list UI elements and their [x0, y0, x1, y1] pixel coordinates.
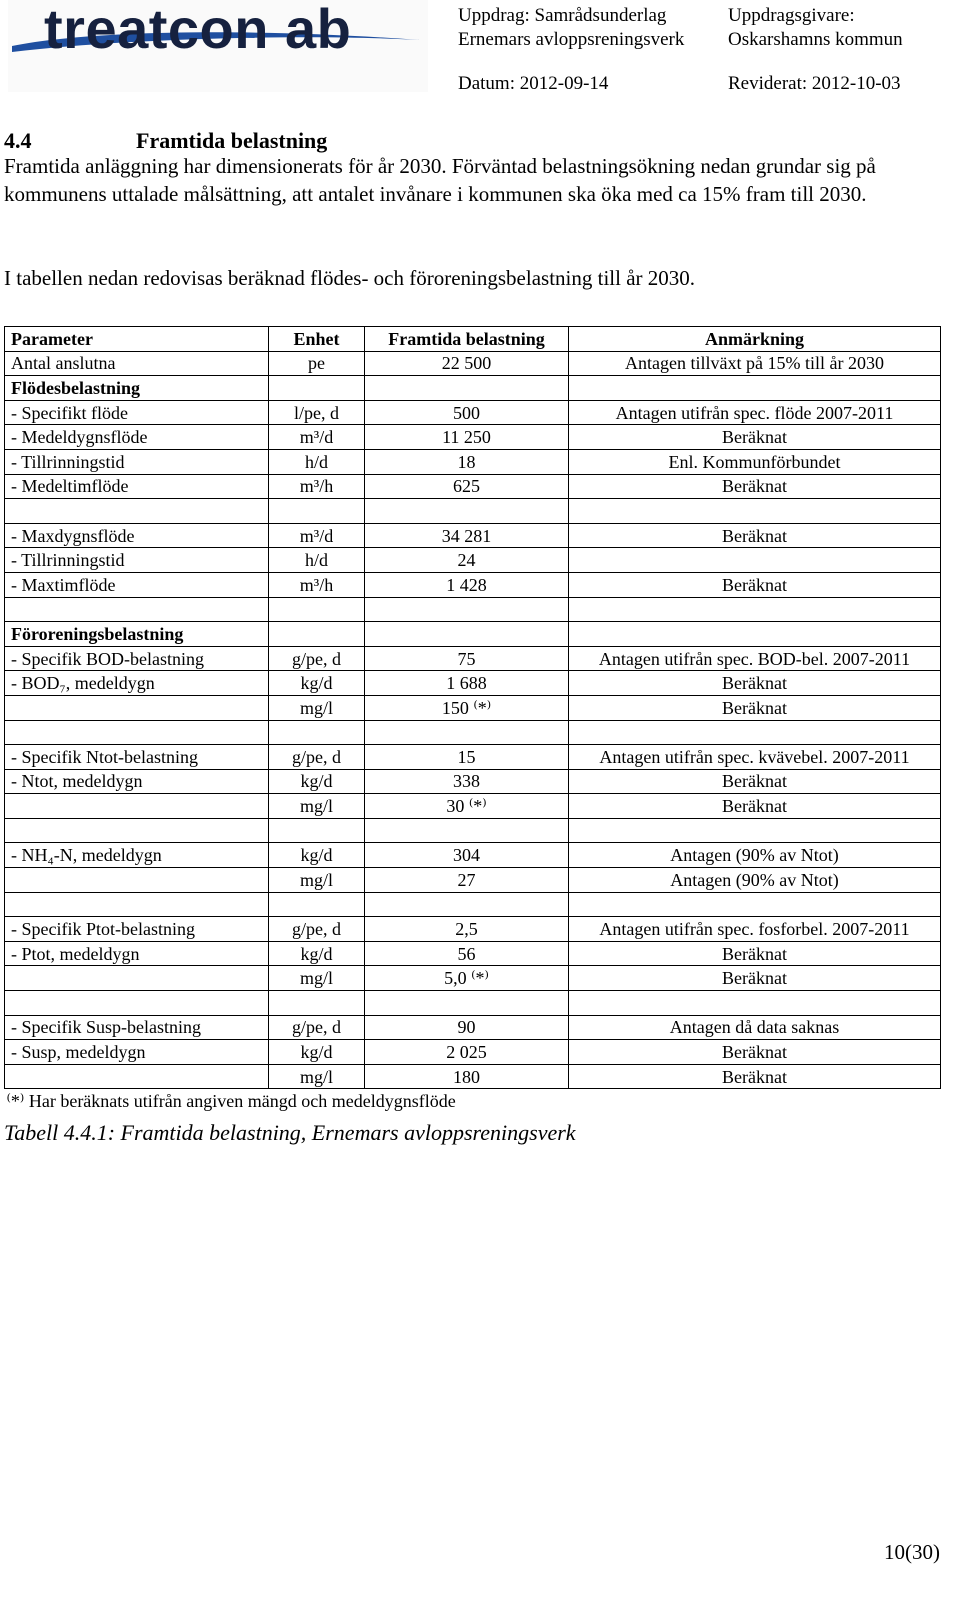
table-footnote-row: [5, 1089, 941, 1113]
cell-value: 34 281: [365, 523, 569, 548]
table-row: [5, 843, 941, 868]
section-number: 4.4: [4, 128, 32, 153]
cell-parameter: - Specifikt flöde: [5, 400, 269, 425]
cell-value: 56: [365, 941, 569, 966]
cell-value: [365, 892, 569, 917]
cell-remark: [569, 499, 941, 524]
cell-value: 1 428: [365, 572, 569, 597]
cell-unit: [269, 376, 365, 401]
cell-parameter: - Maxdygnsflöde: [5, 523, 269, 548]
cell-parameter: [5, 991, 269, 1016]
table-row: [5, 917, 941, 942]
table-row: [5, 523, 941, 548]
cell-parameter: [5, 868, 269, 893]
cell-value: 5,0 ⁽*⁾: [365, 966, 569, 991]
header-reviderat: Reviderat: 2012-10-03: [728, 73, 901, 94]
table-row: [5, 966, 941, 991]
cell-unit: m³/h: [269, 474, 365, 499]
cell-parameter: - Specifik Susp-belastning: [5, 1015, 269, 1040]
cell-unit: mg/l: [269, 695, 365, 720]
section-title: Framtida belastning: [136, 128, 328, 153]
cell-remark: Antagen då data saknas: [569, 1015, 941, 1040]
cell-value: [365, 597, 569, 622]
cell-parameter: - Tillrinningstid: [5, 449, 269, 474]
cell-remark: Beräknat: [569, 474, 941, 499]
header-uppdrag-label: Uppdrag: Samrådsunderlag: [458, 5, 667, 26]
header-datum: Datum: 2012-09-14: [458, 73, 609, 94]
cell-remark: Beräknat: [569, 523, 941, 548]
header-uppdrag: [458, 4, 684, 52]
cell-remark: Antagen utifrån spec. flöde 2007-2011: [569, 400, 941, 425]
cell-unit: kg/d: [269, 1040, 365, 1065]
cell-remark: Antagen tillväxt på 15% till år 2030: [569, 351, 941, 376]
table-row: [5, 1040, 941, 1065]
cell-remark: Antagen utifrån spec. BOD-bel. 2007-2011: [569, 646, 941, 671]
table-row: [5, 425, 941, 450]
cell-value: [365, 720, 569, 745]
cell-remark: Beräknat: [569, 671, 941, 696]
cell-unit: m³/d: [269, 425, 365, 450]
cell-remark: [569, 622, 941, 647]
cell-unit: mg/l: [269, 794, 365, 819]
cell-parameter: - Medeltimflöde: [5, 474, 269, 499]
cell-unit: [269, 720, 365, 745]
cell-value: 90: [365, 1015, 569, 1040]
table-row: [5, 548, 941, 573]
cell-remark: [569, 818, 941, 843]
cell-value: [365, 376, 569, 401]
cell-remark: Antagen utifrån spec. fosforbel. 2007-2011: [569, 917, 941, 942]
page-number: 10(30): [884, 1540, 940, 1564]
cell-unit: pe: [269, 351, 365, 376]
header-uppdragsgivare: [728, 4, 903, 52]
cell-value: 1 688: [365, 671, 569, 696]
cell-unit: g/pe, d: [269, 917, 365, 942]
table-row: [5, 991, 941, 1016]
logo-text: treatcon ab: [44, 0, 352, 60]
cell-remark: Enl. Kommunförbundet: [569, 449, 941, 474]
cell-remark: Antagen (90% av Ntot): [569, 843, 941, 868]
table-row: [5, 597, 941, 622]
table-footnote: ⁽*⁾ Har beräknats utifrån angiven mängd och medeldygnsflöde: [6, 1091, 456, 1112]
table-row: [5, 376, 941, 401]
cell-parameter: [5, 597, 269, 622]
table-row: [5, 572, 941, 597]
cell-unit: g/pe, d: [269, 1015, 365, 1040]
cell-parameter: - NH₄-N, medeldygn: [5, 843, 269, 868]
cell-unit: mg/l: [269, 868, 365, 893]
paragraph-intro: Framtida anläggning har dimensionerats för år 2030. Förväntad belastningsökning nedan grundar sig på kommunens uttalade målsättning, att antalet invånare i kommunen ska öka med ca 15% fram till 2030.: [4, 154, 876, 206]
header-cell-parameter: Parameter: [5, 327, 269, 352]
cell-parameter: [5, 695, 269, 720]
cell-parameter: - Specifik Ntot-belastning: [5, 745, 269, 770]
cell-parameter: [5, 720, 269, 745]
table-row: [5, 868, 941, 893]
table-row: [5, 646, 941, 671]
table-row: [5, 695, 941, 720]
cell-value: 150 ⁽*⁾: [365, 695, 569, 720]
cell-value: 338: [365, 769, 569, 794]
cell-value: 625: [365, 474, 569, 499]
cell-unit: [269, 818, 365, 843]
cell-unit: h/d: [269, 548, 365, 573]
cell-remark: Beräknat: [569, 966, 941, 991]
cell-parameter: - BOD₇, medeldygn: [5, 671, 269, 696]
cell-remark: Antagen utifrån spec. kvävebel. 2007-2011: [569, 745, 941, 770]
table-row: [5, 745, 941, 770]
cell-unit: g/pe, d: [269, 745, 365, 770]
paragraph-table-intro: I tabellen nedan redovisas beräknad flödes- och föroreningsbelastning till år 2030.: [4, 266, 696, 290]
table-row: [5, 449, 941, 474]
cell-parameter: [5, 499, 269, 524]
cell-remark: Beräknat: [569, 769, 941, 794]
cell-remark: [569, 548, 941, 573]
header-cell-unit: Enhet: [269, 327, 365, 352]
cell-remark: [569, 376, 941, 401]
cell-remark: Beräknat: [569, 425, 941, 450]
table-row: [5, 400, 941, 425]
cell-value: 24: [365, 548, 569, 573]
table-row: [5, 794, 941, 819]
cell-parameter: Antal anslutna: [5, 351, 269, 376]
cell-parameter: - Specifik BOD-belastning: [5, 646, 269, 671]
header-uppdrag-value: Ernemars avloppsreningsverk: [458, 29, 685, 50]
company-logo: [8, 0, 428, 92]
cell-value: [365, 622, 569, 647]
cell-value: 180: [365, 1064, 569, 1089]
load-table: [4, 326, 941, 1113]
cell-value: 11 250: [365, 425, 569, 450]
cell-value: 2 025: [365, 1040, 569, 1065]
cell-unit: [269, 597, 365, 622]
cell-remark: [569, 892, 941, 917]
cell-remark: Beräknat: [569, 695, 941, 720]
cell-unit: kg/d: [269, 769, 365, 794]
table-row: [5, 720, 941, 745]
cell-value: 22 500: [365, 351, 569, 376]
cell-remark: Antagen (90% av Ntot): [569, 868, 941, 893]
cell-remark: Beräknat: [569, 941, 941, 966]
cell-unit: kg/d: [269, 671, 365, 696]
table-row: [5, 769, 941, 794]
cell-value: 75: [365, 646, 569, 671]
header-cell-remark: Anmärkning: [569, 327, 941, 352]
cell-unit: [269, 892, 365, 917]
header-uppdragsgivare-value: Oskarshamns kommun: [728, 29, 903, 50]
table-row: [5, 818, 941, 843]
cell-remark: Beräknat: [569, 794, 941, 819]
cell-parameter: - Medeldygnsflöde: [5, 425, 269, 450]
table-row: [5, 892, 941, 917]
cell-value: 2,5: [365, 917, 569, 942]
cell-parameter: Föroreningsbelastning: [5, 622, 269, 647]
cell-remark: Beräknat: [569, 1040, 941, 1065]
cell-parameter: Flödesbelastning: [5, 376, 269, 401]
table-header-row: [5, 327, 941, 352]
cell-parameter: [5, 1064, 269, 1089]
cell-unit: h/d: [269, 449, 365, 474]
cell-unit: [269, 991, 365, 1016]
cell-remark: [569, 720, 941, 745]
cell-value: 27: [365, 868, 569, 893]
cell-value: 304: [365, 843, 569, 868]
cell-parameter: - Maxtimflöde: [5, 572, 269, 597]
cell-remark: [569, 597, 941, 622]
cell-unit: mg/l: [269, 966, 365, 991]
header-uppdragsgivare-label: Uppdragsgivare:: [728, 5, 855, 26]
table-row: [5, 622, 941, 647]
cell-parameter: - Tillrinningstid: [5, 548, 269, 573]
section-heading: [4, 128, 327, 154]
cell-parameter: - Specifik Ptot-belastning: [5, 917, 269, 942]
cell-unit: [269, 622, 365, 647]
header-cell-value: Framtida belastning: [365, 327, 569, 352]
cell-unit: m³/h: [269, 572, 365, 597]
cell-value: 15: [365, 745, 569, 770]
cell-value: [365, 991, 569, 1016]
cell-parameter: [5, 892, 269, 917]
table-row: [5, 671, 941, 696]
cell-parameter: - Ntot, medeldygn: [5, 769, 269, 794]
cell-parameter: [5, 818, 269, 843]
table-row: [5, 499, 941, 524]
cell-unit: kg/d: [269, 843, 365, 868]
cell-parameter: - Ptot, medeldygn: [5, 941, 269, 966]
cell-value: 30 ⁽*⁾: [365, 794, 569, 819]
table-caption: Tabell 4.4.1: Framtida belastning, Ernemars avloppsreningsverk: [4, 1120, 576, 1145]
cell-unit: g/pe, d: [269, 646, 365, 671]
cell-unit: mg/l: [269, 1064, 365, 1089]
table-row: [5, 474, 941, 499]
cell-value: [365, 818, 569, 843]
cell-parameter: - Susp, medeldygn: [5, 1040, 269, 1065]
cell-remark: Beräknat: [569, 572, 941, 597]
cell-unit: [269, 499, 365, 524]
table-row: [5, 941, 941, 966]
cell-value: 500: [365, 400, 569, 425]
cell-remark: Beräknat: [569, 1064, 941, 1089]
cell-parameter: [5, 794, 269, 819]
table-row: [5, 351, 941, 376]
table-row: [5, 1064, 941, 1089]
cell-unit: m³/d: [269, 523, 365, 548]
cell-value: [365, 499, 569, 524]
cell-remark: [569, 991, 941, 1016]
cell-value: 18: [365, 449, 569, 474]
cell-unit: l/pe, d: [269, 400, 365, 425]
cell-unit: kg/d: [269, 941, 365, 966]
cell-parameter: [5, 966, 269, 991]
table-row: [5, 1015, 941, 1040]
